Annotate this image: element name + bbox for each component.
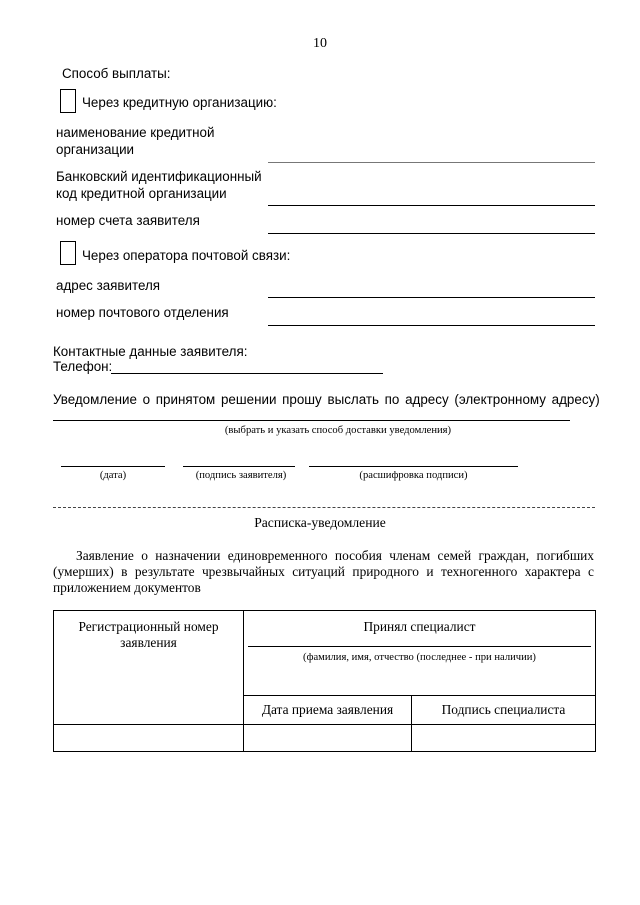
signature-value-cell[interactable]	[412, 725, 596, 752]
receipt-text-line3: приложением документов	[53, 580, 201, 595]
reg-number-value-cell[interactable]	[54, 725, 244, 752]
signature-header-cell	[412, 696, 596, 725]
post-operator-option-label: Через оператора почтовой связи:	[82, 248, 291, 263]
decoding-field-line[interactable]	[309, 466, 518, 467]
bank-name-label-line1: наименование кредитной	[56, 125, 215, 140]
cut-line-divider	[53, 507, 595, 508]
receipt-text-line1: Заявление о назначении единовременного пособия членам семей граждан, погибших	[76, 548, 594, 563]
specialist-name-line[interactable]	[248, 646, 591, 647]
receipt-text-line2: (умерших) в результате чрезвычайных ситуаций природного и техногенного характера с	[53, 564, 594, 579]
bank-name-label-line2: организации	[56, 142, 135, 157]
post-office-field-line[interactable]	[268, 325, 595, 326]
date-header: Дата приема заявления	[261, 702, 394, 717]
credit-org-checkbox[interactable]	[60, 89, 76, 113]
receipt-table	[53, 610, 596, 752]
bik-label-line1: Банковский идентификационный	[56, 169, 262, 184]
signature-header: Подпись специалиста	[441, 702, 566, 717]
account-field-line[interactable]	[268, 233, 595, 234]
specialist-hint: (фамилия, имя, отчество (последнее - при наличии)	[303, 652, 536, 663]
reg-number-header: Регистрационный номер заявления	[78, 619, 219, 650]
address-field-line[interactable]	[268, 297, 595, 298]
specialist-header: Принял специалист	[363, 619, 476, 634]
post-operator-checkbox[interactable]	[60, 241, 76, 265]
reg-number-header-cell	[54, 611, 244, 725]
bik-label-line2: код кредитной организации	[56, 186, 227, 201]
contacts-heading: Контактные данные заявителя:	[53, 344, 248, 359]
notification-hint: (выбрать и указать способ доставки уведомления)	[224, 425, 452, 436]
post-office-label: номер почтового отделения	[56, 305, 229, 320]
signature-caption: (подпись заявителя)	[195, 470, 287, 481]
phone-label: Телефон:	[53, 359, 113, 374]
date-caption: (дата)	[99, 470, 127, 481]
bik-field-line[interactable]	[268, 205, 595, 206]
phone-field-line[interactable]	[111, 373, 383, 374]
notification-text: Уведомление о принятом решении прошу выслать по адресу (электронному адресу)	[53, 392, 600, 407]
bank-name-field-line[interactable]	[268, 162, 595, 163]
receipt-title: Расписка-уведомление	[254, 515, 386, 530]
specialist-header-cell	[244, 611, 596, 696]
signature-field-line[interactable]	[183, 466, 295, 467]
credit-org-option-label: Через кредитную организацию:	[82, 95, 277, 110]
date-field-line[interactable]	[61, 466, 165, 467]
notification-field-line[interactable]	[53, 420, 570, 421]
account-label: номер счета заявителя	[56, 213, 200, 228]
payment-method-heading: Способ выплаты:	[62, 66, 171, 81]
page-number: 10	[313, 36, 327, 51]
date-header-cell	[244, 696, 412, 725]
decoding-caption: (расшифровка подписи)	[359, 470, 468, 481]
address-label: адрес заявителя	[56, 278, 161, 293]
date-value-cell[interactable]	[244, 725, 412, 752]
